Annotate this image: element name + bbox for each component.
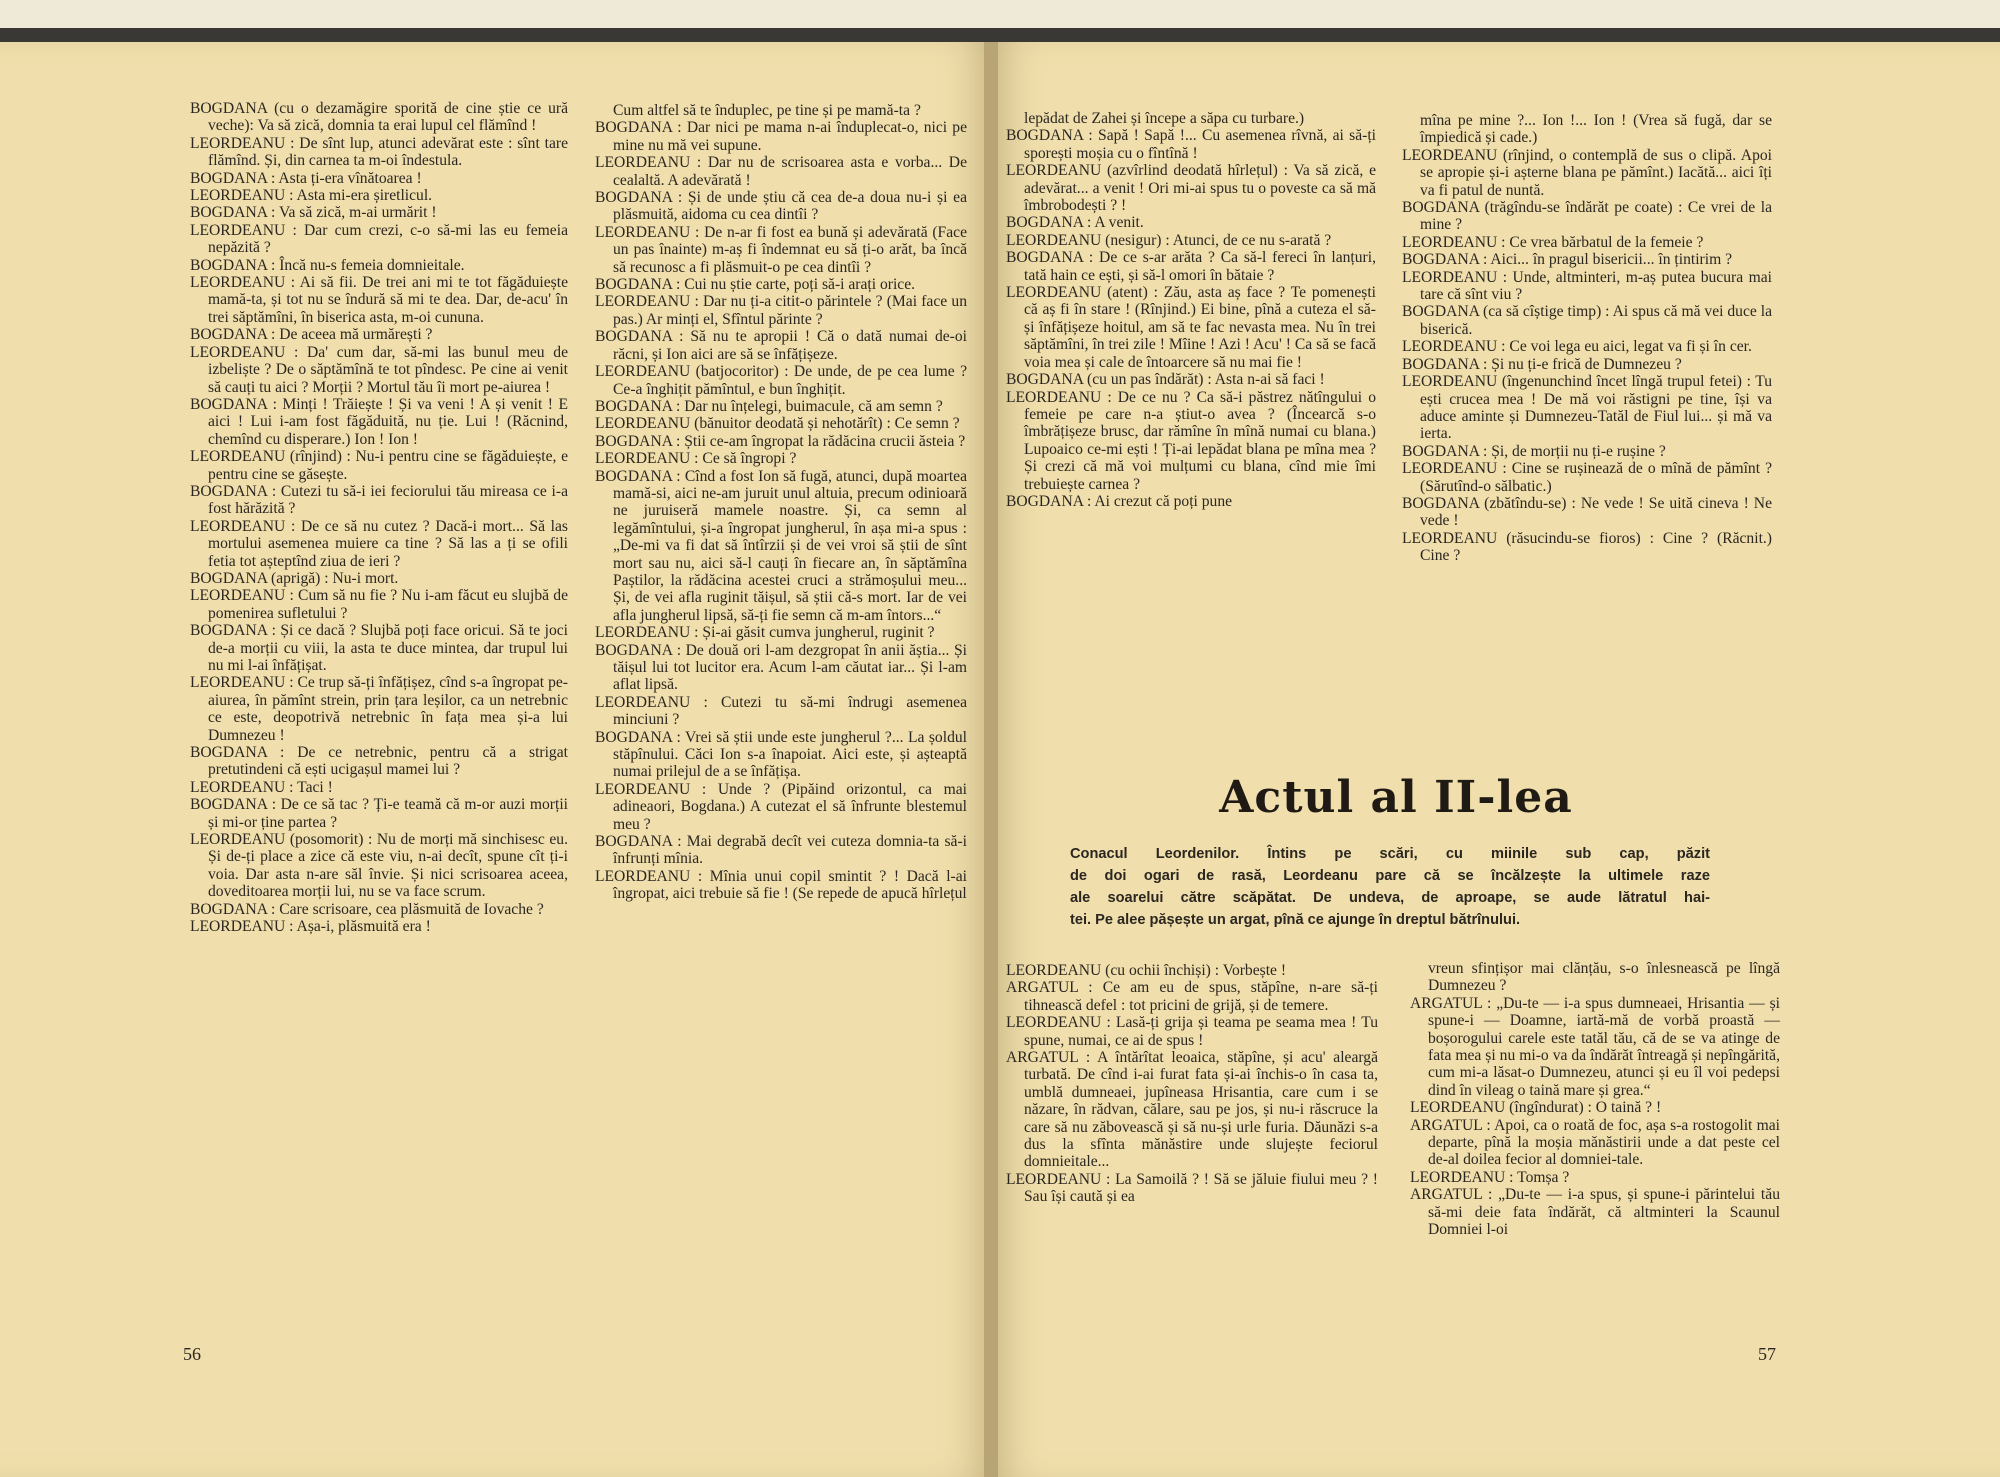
dialogue-line: ARGATUL : Apoi, ca o roată de foc, așa s-a rostogolit mai departe, pînă la moșia mănăstirii unde a dat peste cel de-al doilea fecior al domniei-tale.	[1410, 1116, 1780, 1169]
dialogue-line: BOGDANA (zbătîndu-se) : Ne vede ! Se uită cineva ! Ne vede !	[1402, 494, 1772, 530]
dialogue-line: LEORDEANU : Tomșa ?	[1410, 1168, 1570, 1186]
stage-direction	[1070, 843, 1710, 931]
dialogue-line: BOGDANA (trăgîndu-se îndărăt pe coate) : Ce vrei de la mine ?	[1402, 199, 1772, 234]
dialogue-line: LEORDEANU : De ce nu ? Ca să-i păstrez nătîngului o femeie pe care n-a știut-o avea ? (Încearcă s-o îmbrățișeze brusc, dar rămîne în mînă numai cu blana.) Lupoaico ce-mi ești ! Ți-ai lepădat blana pe mîna mea ? Și crezi că mă voi mulțumi cu blana, cînd mie îmi trebuiește carnea ?	[1006, 388, 1376, 493]
dialogue-line: BOGDANA (ca să cîștige timp) : Ai spus că mă vei duce la biserică.	[1402, 303, 1772, 338]
dialogue-line: BOGDANA : Și nu ți-e frică de Dumnezeu ?	[1402, 355, 1682, 373]
right-page-column-2	[1402, 112, 1772, 565]
act-title: Actul al II-lea	[1219, 772, 1573, 823]
dialogue-line: LEORDEANU : Și-ai găsit cumva jungherul, ruginit ?	[595, 624, 935, 642]
dialogue-line: LEORDEANU (rînjind) : Nu-i pentru cine se făgăduiește, e pentru cine se găsește.	[190, 448, 568, 483]
dialogue-line: BOGDANA : De două ori l-am dezgropat în anii ăștia... Și tăișul lui tot lucitor era. Acum l-am căutat iar... Și l-am aflat lipsă.	[595, 641, 967, 694]
dialogue-line: LEORDEANU (bănuitor deodată și nehotărît) : Ce semn ?	[595, 415, 960, 433]
dialogue-line: BOGDANA : Dar nu înțelegi, buimacule, că am semn ?	[595, 397, 943, 415]
dialogue-line: BOGDANA : Care scrisoare, cea plăsmuită de Iovache ?	[190, 900, 544, 918]
dialogue-line: BOGDANA : De ce să tac ? Ți-e teamă că m-or auzi morții și mi-or ține partea ?	[190, 796, 568, 831]
dialogue-line: LEORDEANU : Mînia unui copil smintit ? ! Dacă l-ai îngropat, aici trebuie să fie ! (Se repede de apucă hîrlețul	[595, 867, 967, 903]
book-edge	[0, 28, 2000, 42]
dialogue-line: LEORDEANU : Da' cum dar, să-mi las bunul meu de izbeliște ? De o săptămînă te tot pîndesc. Pe cine ai venit să cauți tu aici ? Morții ? Mortul tău îi mort pe-aiurea !	[190, 343, 568, 396]
right-page-number: 57	[1758, 1344, 1776, 1364]
stage-direction-line: tei. Pe alee pășește un argat, pînă ce ajunge în dreptul bătrînului.	[1070, 912, 1521, 928]
dialogue-line: ARGATUL : „Du-te — i-a spus, și spune-i părintelui tău să-mi deie fata îndărăt, că altminteri la Scaunul Domniei l-oi	[1410, 1186, 1780, 1239]
stage-direction-line: de doi ogari de rasă, Leordeanu pare că se încălzește la ultimele raze	[1070, 868, 1710, 884]
dialogue-line: BOGDANA : Să nu te apropii ! Că o dată numai de-oi răcni, și Ion aici are să se înfățișeze.	[595, 328, 967, 363]
dialogue-line: BOGDANA : De aceea mă urmărești ?	[190, 326, 433, 344]
dialogue-line: LEORDEANU (îngenunchind încet lîngă trupul fetei) : Tu ești crucea mea ! De mă voi răstigni pe tine, își va aduce aminte și Dumnezeu-Tatăl de Fiul lui... și mă va ierta.	[1402, 373, 1772, 443]
dialogue-line: LEORDEANU : Ce să îngropi ?	[595, 450, 797, 468]
dialogue-line: BOGDANA : Sapă ! Sapă !... Cu asemenea rîvnă, ai să-ți sporești moșia cu o fîntînă !	[1006, 127, 1376, 162]
dialogue-line: ARGATUL : Ce am eu de spus, stăpîne, n-are să-ți tihnească defel : tot pricini de grijă, și de temere.	[1006, 979, 1378, 1014]
dialogue-line: LEORDEANU : Ce voi lega eu aici, legat va fi și în cer.	[1402, 338, 1752, 356]
right-page-column-1	[1006, 110, 1376, 510]
dialogue-line: BOGDANA (cu o dezamăgire sporită de cine știe ce ură veche): Va să zică, domnia ta erai lupul cel flămînd !	[190, 100, 568, 135]
dialogue-line: LEORDEANU : Cine se rușinează de o mînă de pămînt ? (Sărutînd-o sălbatic.)	[1402, 460, 1772, 495]
right-page-column-3	[1006, 962, 1378, 1206]
dialogue-line: LEORDEANU : Unde, altminteri, m-aș putea bucura mai tare că sînt viu ?	[1402, 268, 1772, 304]
left-page-column-2	[595, 102, 967, 903]
dialogue-line: LEORDEANU (cu ochii închiși) : Vorbește !	[1006, 962, 1287, 979]
dialogue-line: BOGDANA : Cînd a fost Ion să fugă, atunci, după moartea mamă-si, aici ne-am juruit unul altuia, precum odinioară ne juruiseră mamele noastre. Și, ca semn al legămîntului, și-a îngropat jungherul, în așa mi-a spus : „De-mi va fi dat să întîrzii și de vei vroi să știi de sînt mort sau nu, aici să-l cauți în fiecare an, în săptămîna Paștilor, la rădăcina acestei cruci a strămoșului meu... Și, de vei afla ruginit tăișul, să știi că-s mort. Iar de vei afla jungherul lipsă, să-ți fie semn că m-am întors...“	[595, 467, 967, 624]
dialogue-line: ARGATUL : A întărîtat leoaica, stăpîne, și acu' aleargă turbată. De cînd i-ai furat fata și-ai închis-o în casa ta, umblă dumneaei, jupîneasa Hrisantia, care cum i se năzare, în rădvan, călare, sau pe jos, și nu-i răscruce la care să nu zăbovească și să nu-și urle furia. Dăunăzi s-a dus la sfînta mănăstire unde slujește feciorul domnieitale...	[1006, 1049, 1378, 1171]
stage-direction-line: ale soarelui către scăpătat. De undeva, de aproape, se aude lătratul hai-	[1070, 890, 1710, 906]
dialogue-line: LEORDEANU (azvîrlind deodată hîrlețul) : Va să zică, e adevărat... a venit ! Ori mi-ai spus tu o poveste ca să mă îmbrobodești ? !	[1006, 162, 1376, 215]
dialogue-line: BOGDANA : De ce netrebnic, pentru că a strigat pretutindeni că ești ucigașul mamei lui ?	[190, 744, 568, 779]
dialogue-line: LEORDEANU : De sînt lup, atunci adevărat este : sînt tare flămînd. Și, din carnea ta m-oi îndestula.	[190, 134, 568, 170]
dialogue-line: LEORDEANU : Ce trup să-ți înfățișez, cînd s-a îngropat pe-aiurea, în pămînt strein, prin țara leșilor, ca un netrebnic ce este, deopotrivă netrebnic în fața mea și-a lui Dumnezeu !	[190, 674, 568, 744]
dialogue-line: LEORDEANU : Cum să nu fie ? Nu i-am făcut eu slujbă de pomenirea sufletului ?	[190, 587, 568, 622]
dialogue-line: BOGDANA (cu un pas îndărăt) : Asta n-ai să faci !	[1006, 371, 1325, 389]
dialogue-line: LEORDEANU : Dar nu de scrisoarea asta e vorba... De cealaltă. A adevărată !	[595, 154, 967, 189]
dialogue-line: BOGDANA : A venit.	[1006, 214, 1144, 232]
dialogue-line: LEORDEANU (posomorit) : Nu de morți mă sinchisesc eu. Și de-ți place a zice că este viu, n-ai decît, spune cît ți-i voia. Dar asta n-are săl învie. Și nici scrisoarea aceea, doveditoarea morții lui, nu se va face scrum.	[190, 831, 568, 901]
dialogue-line: BOGDANA : Vrei să știi unde este jungherul ?... La șoldul stăpînului. Căci Ion s-a înapoiat. Aici este, și așteaptă numai prilejul de a se înfățișa.	[595, 728, 967, 781]
dialogue-line: LEORDEANU : Unde ? (Pipăind orizontul, ca mai adineaori, Bogdana.) A cutezat el să înfrunte blestemul meu ?	[595, 780, 967, 833]
dialogue-line: LEORDEANU (îngîndurat) : O taină ? !	[1410, 1099, 1662, 1117]
dialogue-line: vreun sfințișor mai clănțău, s-o înlesnească pe lîngă Dumnezeu ?	[1428, 960, 1780, 995]
dialogue-line: LEORDEANU : Dar nu ți-a citit-o părintele ? (Mai face un pas.) Ar minți el, Sfîntul părinte ?	[595, 293, 967, 328]
dialogue-line: LEORDEANU : Ce vrea bărbatul de la femeie ?	[1402, 233, 1704, 251]
dialogue-line: BOGDANA : Dar nici pe mama n-ai înduplecat-o, nici pe mine nu mă vei supune.	[595, 119, 967, 154]
dialogue-line: LEORDEANU : De n-ar fi fost ea bună și adevărată (Face un pas înainte) m-aș fi îndemnat eu să ți-o arăt, ba încă să recunosc a fi plăsmuit-o pe cea dintîi ?	[595, 223, 967, 276]
dialogue-line: BOGDANA : Mai degrabă decît vei cuteza domnia-ta să-i înfrunți mînia.	[595, 833, 967, 868]
dialogue-line: ARGATUL : „Du-te — i-a spus dumneaei, Hrisantia — și spune-i — Doamne, iartă-mă de vorbă proastă — boșorogului carele este tatăl tău, că de se va atinge de fata mea și nu mi-o va da îndărăt întreagă și nepîngărită, cum mi-a lăsat-o Dumnezeu, atunci și eu îl voi pedepsi dind în vileag o taină mare și grea.“	[1410, 994, 1780, 1099]
dialogue-line: BOGDANA : Și, de morții nu ți-e rușine ?	[1402, 442, 1666, 460]
dialogue-line: BOGDANA : Cui nu știe carte, poți să-i arați orice.	[595, 276, 916, 294]
dialogue-line: LEORDEANU (răsucindu-se fioros) : Cine ? (Răcnit.) Cine ?	[1402, 529, 1772, 565]
book-gutter	[984, 42, 998, 1477]
dialogue-line: LEORDEANU : Taci !	[190, 778, 333, 796]
dialogue-line: BOGDANA : Asta ți-era vînătoarea !	[190, 169, 422, 187]
left-page-number: 56	[183, 1344, 201, 1364]
dialogue-line: BOGDANA : Și ce dacă ? Slujbă poți face oricui. Să te joci de-a morții cu viii, la asta te duce mintea, dar trupul lui nu mi l-ai înfățișat.	[190, 622, 568, 674]
dialogue-line: BOGDANA : Va să zică, m-ai urmărit !	[190, 204, 437, 222]
dialogue-line: BOGDANA : Și de unde știu că cea de-a doua nu-i și ea plăsmuită, aidoma cu cea dintîi ?	[595, 189, 967, 224]
dialogue-line: BOGDANA : Știi ce-am îngropat la rădăcina crucii ăsteia ?	[595, 432, 966, 450]
dialogue-line: BOGDANA : De ce s-ar arăta ? Ca să-l fereci în lanțuri, tată hain ce ești, și să-l omori în bătaie ?	[1006, 249, 1376, 284]
right-page-column-4	[1410, 960, 1780, 1239]
dialogue-line: LEORDEANU : Asta mi-era șiretlicul.	[190, 187, 433, 205]
dialogue-line: LEORDEANU : Ai să fii. De trei ani mi te tot făgăduiește mamă-ta, și tot nu se îndură să mi te dea. Dar, de-acu' în trei săptămîni, în biserica asta, m-oi cununa.	[190, 274, 568, 326]
dialogue-line: Cum altfel să te înduplec, pe tine și pe mamă-ta ?	[613, 102, 921, 119]
dialogue-line: BOGDANA : Aici... în pragul bisericii... în țintirim ?	[1402, 251, 1733, 269]
dialogue-line: LEORDEANU : Lasă-ți grija și teama pe seama mea ! Tu spune, numai, ce ai de spus !	[1006, 1014, 1378, 1049]
dialogue-line: LEORDEANU : Așa-i, plăsmuită era !	[190, 918, 431, 936]
dialogue-line: BOGDANA : Minți ! Trăiește ! Și va veni ! A și venit ! E aici ! Lui i-am fost făgăduită, nu ție. Lui ! (Răcnind, chemînd cu disperare.) Ion ! Ion !	[190, 395, 568, 448]
left-page-column-1	[190, 100, 568, 936]
dialogue-line: LEORDEANU : Cutezi tu să-mi îndrugi asemenea minciuni ?	[595, 693, 967, 729]
dialogue-line: LEORDEANU (batjocoritor) : De unde, de pe cea lume ? Ce-a înghițit pămîntul, e bun înghițit.	[595, 363, 967, 398]
dialogue-line: LEORDEANU (nesigur) : Atunci, de ce nu s-arată ?	[1006, 231, 1332, 249]
dialogue-line: LEORDEANU (atent) : Zău, asta aș face ? Te pomenești că aș fi în stare ! (Rînjind.) Ei bine, pînă a cuteza el să-și înfățișeze hoitul, am să te fac nevasta mea. Nu în trei săptămîni, în trei zile ! Mîine ! Azi ! Acu' ! Ca să se facă voia mea și cale de întoarcere să nu mai fie !	[1006, 284, 1376, 371]
dialogue-line: BOGDANA : Încă nu-s femeia domnieitale.	[190, 256, 465, 274]
dialogue-line: BOGDANA : Ai crezut că poți pune	[1006, 492, 1233, 510]
dialogue-line: lepădat de Zahei și începe a săpa cu turbare.)	[1024, 110, 1305, 127]
dialogue-line: BOGDANA (aprigă) : Nu-i mort.	[190, 569, 399, 587]
stage-direction-line: Conacul Leordenilor. Întins pe scări, cu miinile sub cap, păzit	[1070, 846, 1710, 862]
dialogue-line: LEORDEANU (rînjind, o contemplă de sus o clipă. Apoi se apropie și-i așterne blana pe pămînt.) Iacătă... aici îți va fi patul de nuntă.	[1402, 146, 1772, 199]
dialogue-line: LEORDEANU : De ce să nu cutez ? Dacă-i mort... Să las mortului asemenea muiere ca tine ? Să las a ți se ofili fetia tot așteptînd ziua de ieri ?	[190, 517, 568, 570]
dialogue-line: LEORDEANU : La Samoilă ? ! Să se jăluie fiului meu ? ! Sau își caută și ea	[1006, 1170, 1378, 1206]
dialogue-line: mîna pe mine ?... Ion !... Ion ! (Vrea să fugă, dar se împiedică și cade.)	[1420, 112, 1772, 147]
dialogue-line: LEORDEANU : Dar cum crezi, c-o să-mi las eu femeia nepăzită ?	[190, 221, 568, 257]
dialogue-line: BOGDANA : Cutezi tu să-i iei feciorului tău mireasa ce i-a fost hărăzită ?	[190, 482, 568, 518]
